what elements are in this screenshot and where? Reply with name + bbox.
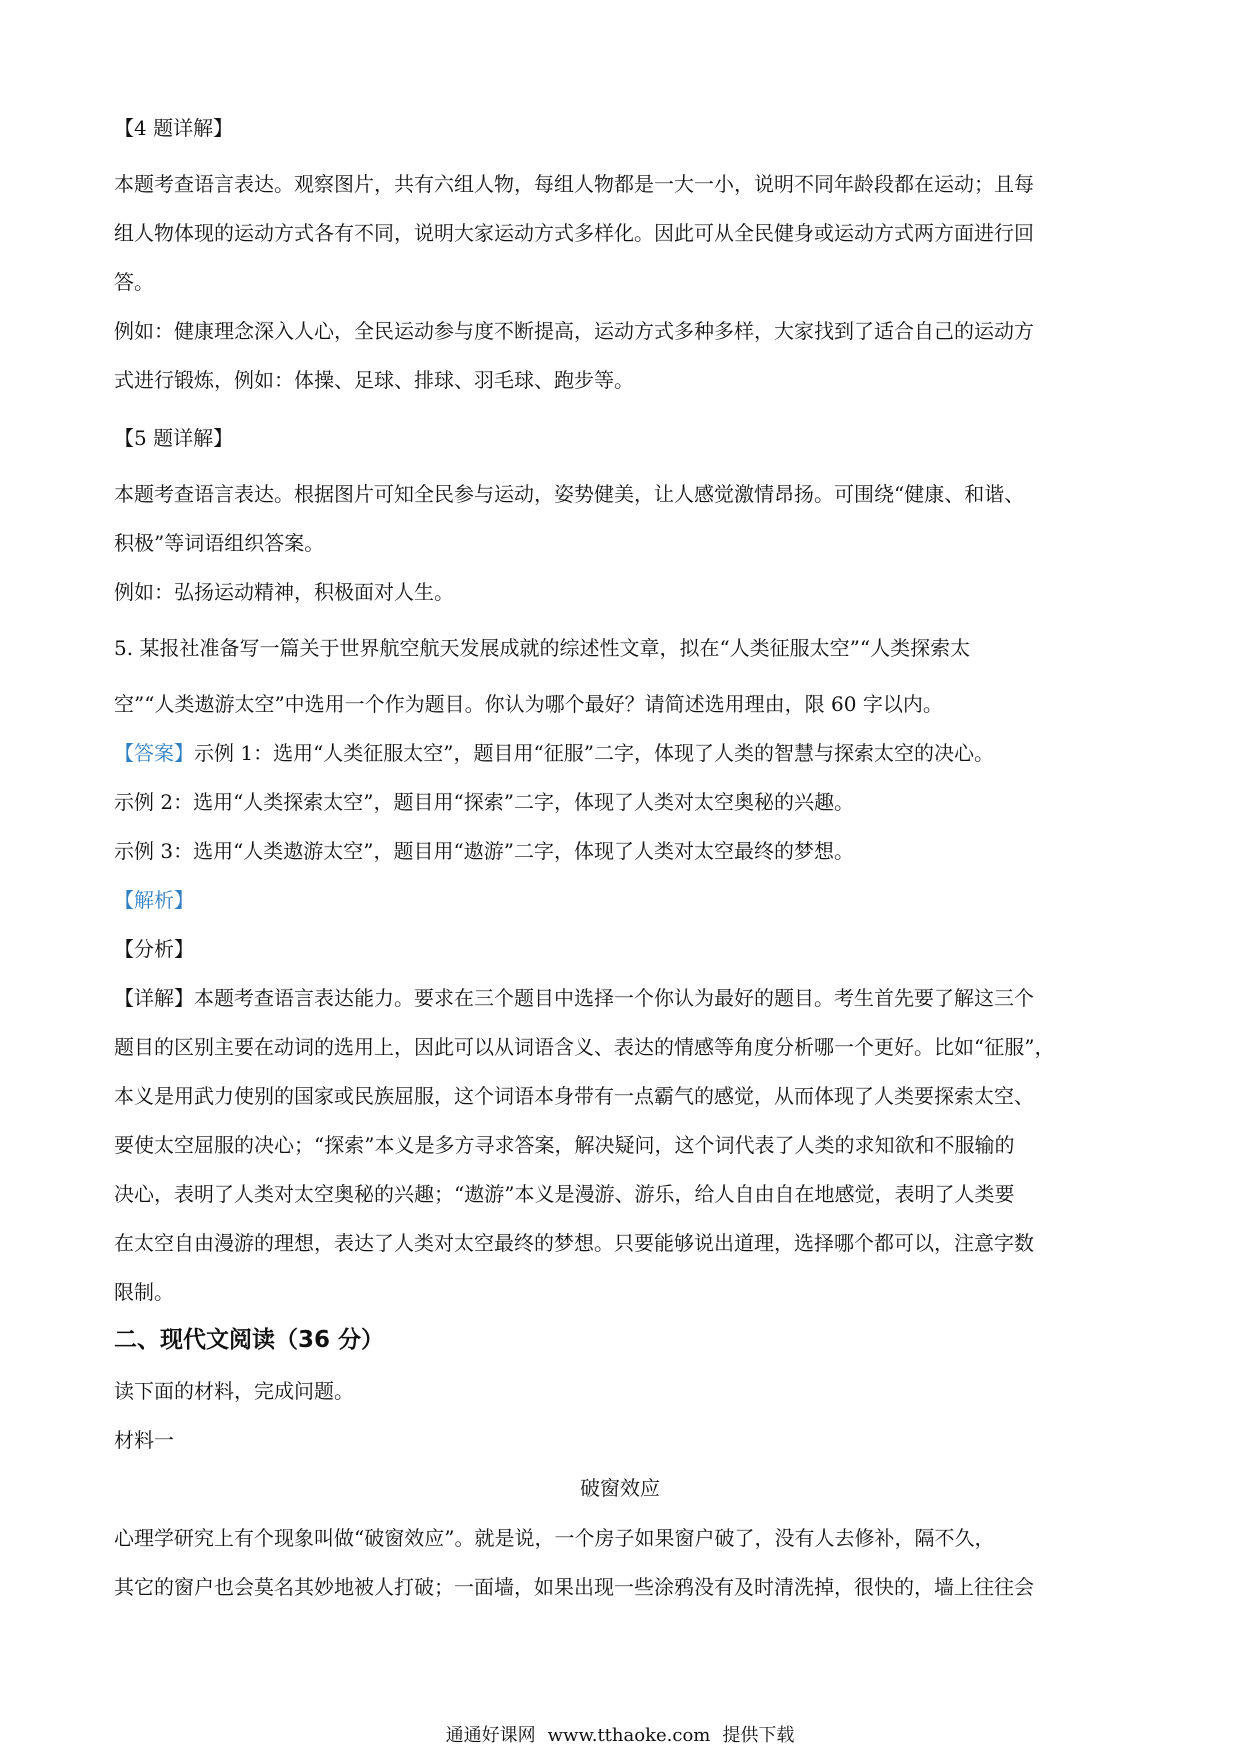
- section-title: 二、现代文阅读（36 分）: [114, 1327, 385, 1353]
- article-line: 其它的窗户也会莫名其妙地被人打破；一面墙，如果出现一些涂鸦没有及时清洗掉，很快的，墙上往往会: [114, 1575, 1034, 1599]
- answer-example-1: 示例 1：选用“人类征服太空”，题目用“征服”二字，体现了人类的智慧与探索太空的决心。: [194, 741, 994, 765]
- q5-detail-heading: 【5 题详解】: [114, 426, 234, 450]
- article-line: 心理学研究上有个现象叫做“破窗效应”。就是说，一个房子如果窗户破了，没有人去修补，隔不久，: [114, 1526, 995, 1550]
- detail-line: 要使太空屈服的决心；“探索”本义是多方寻求答案，解决疑问，这个词代表了人类的求知欲和不服输的: [114, 1133, 1015, 1157]
- question-5-stem: 空”“人类遨游太空”中选用一个作为题目。你认为哪个最好？请简述选用理由，限 60 字以内。: [114, 692, 943, 716]
- q5-para-line: 本题考查语言表达。根据图片可知全民参与运动，姿势健美，让人感觉激情昂扬。可围绕“健康、和谐、: [114, 482, 1025, 506]
- footer-site-name: 通通好课网: [445, 1725, 536, 1746]
- section-instruction: 读下面的材料，完成问题。: [114, 1379, 354, 1403]
- question-5-stem: 5. 某报社准备写一篇关于世界航空航天发展成就的综述性文章，拟在“人类征服太空”“人类探索太: [114, 636, 971, 660]
- q4-para-line: 组人物体现的运动方式各有不同，说明大家运动方式多样化。因此可从全民健身或运动方式两方面进行回: [114, 221, 1034, 245]
- detail-line: 决心，表明了人类对太空奥秘的兴趣；“遨游”本义是漫游、游乐，给人自由自在地感觉，表明了人类要: [114, 1182, 1015, 1206]
- detail-line: 限制。: [114, 1280, 174, 1304]
- fenxi-tag: 【分析】: [114, 937, 194, 961]
- q5-example-line: 例如：弘扬运动精神，积极面对人生。: [114, 580, 454, 604]
- detail-line: 在太空自由漫游的理想，表达了人类对太空最终的梦想。只要能够说出道理，选择哪个都可以，注意字数: [114, 1231, 1034, 1255]
- q4-para-line: 本题考查语言表达。观察图片，共有六组人物，每组人物都是一大一小，说明不同年龄段都在运动；且每: [114, 172, 1034, 196]
- detail-line: 题目的区别主要在动词的选用上，因此可以从词语含义、表达的情感等角度分析哪一个更好。比如“征服”，: [114, 1035, 1055, 1059]
- page-footer: [0, 1724, 1240, 1748]
- answer-line: [114, 739, 994, 767]
- material-label: 材料一: [114, 1428, 174, 1452]
- footer-suffix: 提供下载: [722, 1725, 795, 1746]
- q4-para-line: 答。: [114, 270, 154, 294]
- q4-example-line: 例如：健康理念深入人心，全民运动参与度不断提高，运动方式多种多样，大家找到了适合自己的运动方: [114, 319, 1034, 343]
- detail-line: 本义是用武力使别的国家或民族屈服，这个词语本身带有一点霸气的感觉，从而体现了人类要探索太空、: [114, 1084, 1034, 1108]
- footer-url[interactable]: www.tthaoke.com: [547, 1725, 711, 1746]
- answer-example-3: 示例 3：选用“人类遨游太空”，题目用“遨游”二字，体现了人类对太空最终的梦想。: [114, 839, 854, 863]
- analysis-tag: 【解析】: [114, 888, 194, 912]
- q4-example-line: 式进行锻炼，例如：体操、足球、排球、羽毛球、跑步等。: [114, 368, 634, 392]
- answer-tag: 【答案】: [114, 741, 194, 765]
- answer-example-2: 示例 2：选用“人类探索太空”，题目用“探索”二字，体现了人类对太空奥秘的兴趣。: [114, 790, 854, 814]
- q4-detail-heading: 【4 题详解】: [114, 116, 234, 140]
- detail-line: 【详解】本题考查语言表达能力。要求在三个题目中选择一个你认为最好的题目。考生首先要了解这三个: [114, 986, 1034, 1010]
- article-title: 破窗效应: [580, 1476, 660, 1500]
- q5-para-line: 积极”等词语组织答案。: [114, 531, 325, 555]
